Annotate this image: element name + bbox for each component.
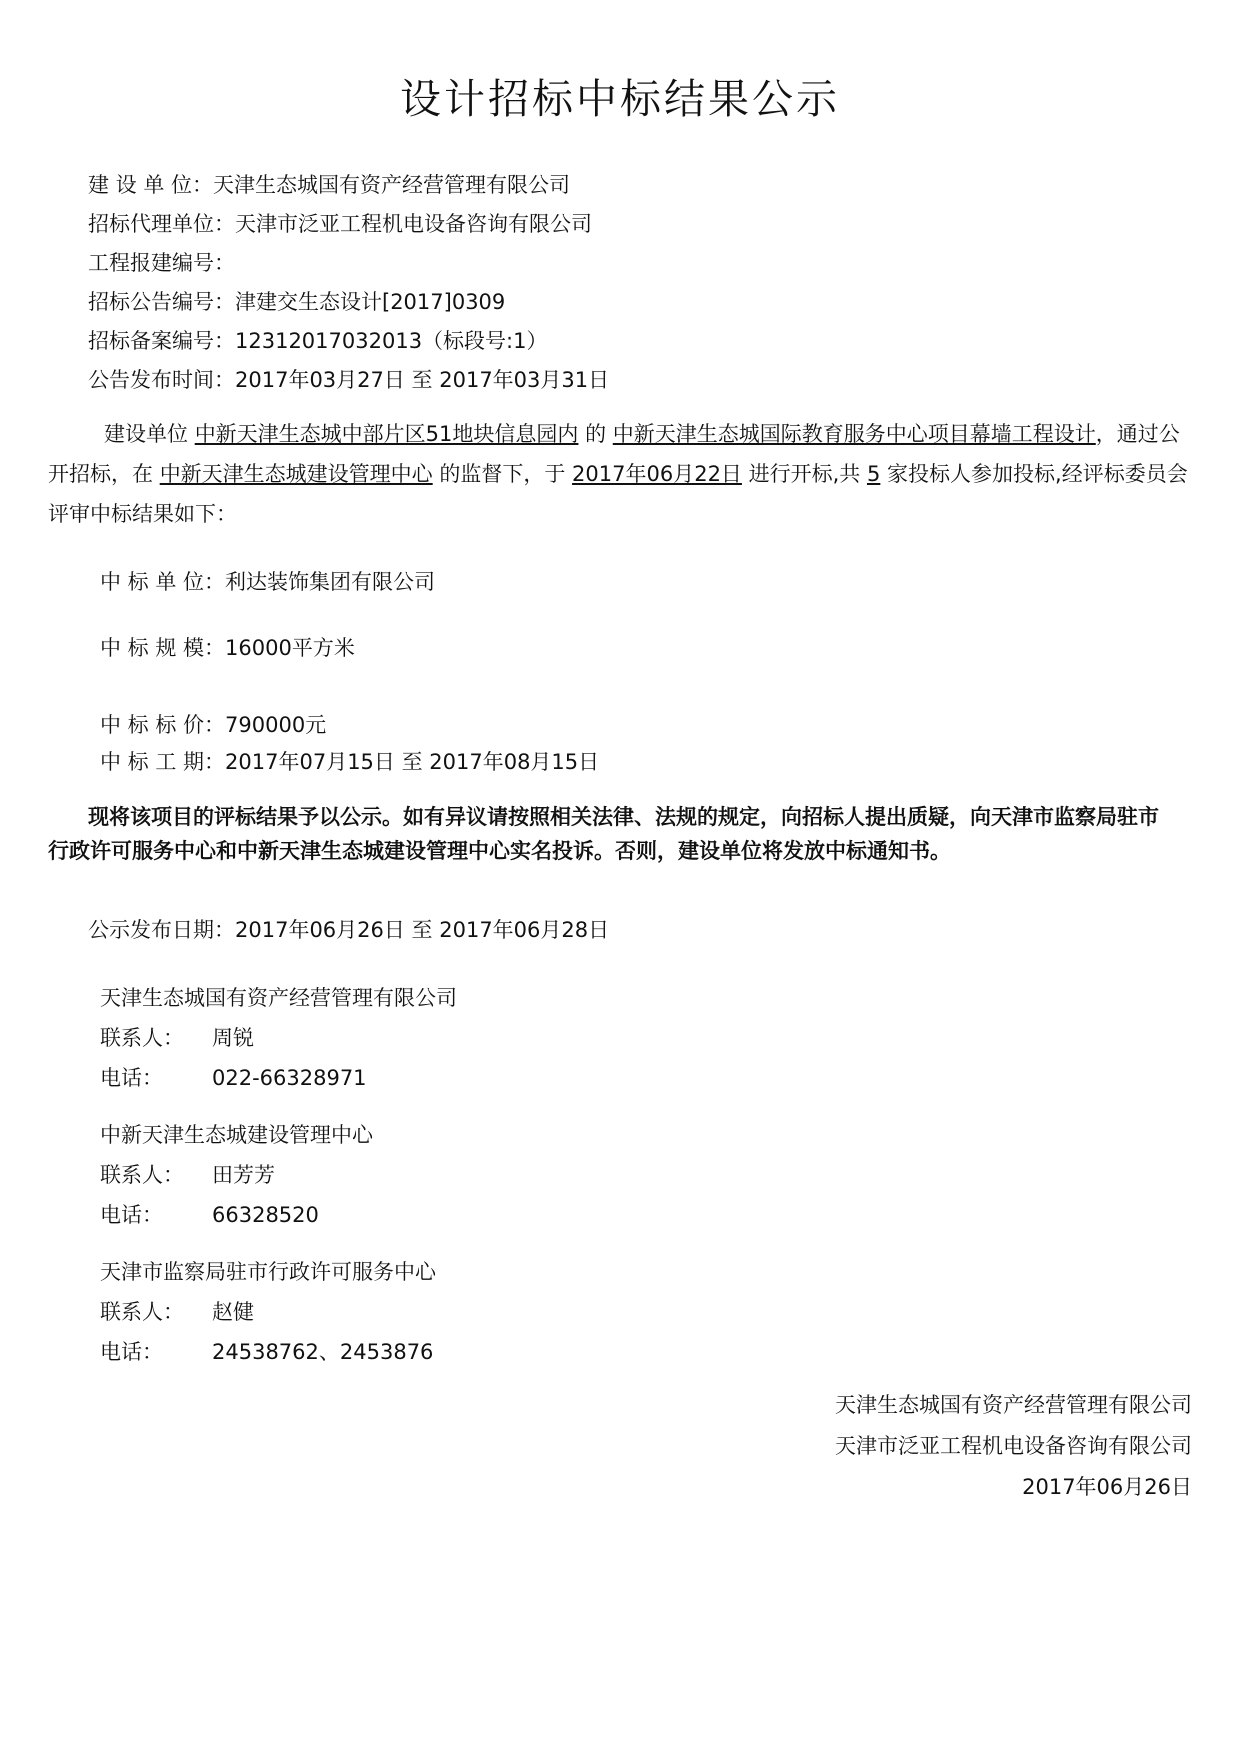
signature-date: 2017年06月26日 — [1022, 1475, 1192, 1499]
info-label: 招标代理单位： — [88, 212, 235, 236]
award-label: 中 标 工 期： — [100, 750, 226, 774]
info-row-announce-period — [88, 361, 609, 400]
info-row-agent — [88, 205, 609, 244]
contact-org: 天津生态城国有资产经营管理有限公司 — [100, 986, 457, 1010]
contact-person: 周锐 — [212, 1026, 254, 1050]
paragraph-text: 进行开标,共 — [741, 462, 867, 486]
info-label: 工程报建编号： — [88, 251, 235, 275]
project-info — [88, 166, 609, 400]
contact-phone: 24538762、2453876 — [212, 1340, 434, 1364]
contact-phone: 66328520 — [212, 1203, 319, 1227]
page-title: 设计招标中标结果公示 — [400, 75, 840, 123]
publish-period — [88, 914, 609, 944]
info-row-filing-no — [88, 322, 609, 361]
award-value: 2017年07月15日 至 2017年08月15日 — [225, 750, 600, 774]
info-value: 津建交生态设计[2017]0309 — [235, 290, 506, 314]
contact-phone-label: 电话： — [100, 1340, 163, 1364]
contact-phone-row — [100, 1195, 373, 1235]
info-value: 天津市泛亚工程机电设备咨询有限公司 — [235, 212, 592, 236]
contact-org: 天津市监察局驻市行政许可服务中心 — [100, 1260, 436, 1284]
public-notice: 现将该项目的评标结果予以公示。如有异议请按照相关法律、法规的规定，向招标人提出质疑，向天津市监察局驻市行政许可服务中心和中新天津生态城建设管理中心实名投诉。否则，建设单位将发放中标通知书。 — [48, 805, 1159, 863]
bidder-count: 5 — [866, 462, 881, 486]
award-scale — [100, 632, 355, 662]
award-value: 790000元 — [225, 713, 327, 737]
paragraph-text: 的 — [578, 422, 613, 446]
project-name: 中新天津生态城国际教育服务中心项目幕墙工程设计 — [612, 422, 1096, 446]
award-winner — [100, 566, 435, 596]
contact-person: 田芳芳 — [212, 1163, 275, 1187]
contact-phone: 022-66328971 — [212, 1066, 367, 1090]
info-value: 12312017032013（标段号:1） — [235, 329, 548, 353]
signature-org-owner: 天津生态城国有资产经营管理有限公司 — [835, 1393, 1192, 1417]
result-paragraph — [48, 414, 1200, 534]
contact-phone-row — [100, 1332, 436, 1372]
award-price — [100, 709, 326, 739]
publish-label: 公示发布日期： — [88, 918, 235, 942]
contact-person-label: 联系人： — [100, 1163, 184, 1187]
contact-person-row — [100, 1155, 373, 1195]
project-location: 中新天津生态城中部片区51地块信息园内 — [194, 422, 579, 446]
contact-person-row — [100, 1018, 457, 1058]
contact-phone-row — [100, 1058, 457, 1098]
publish-value: 2017年06月26日 至 2017年06月28日 — [235, 918, 610, 942]
info-row-owner — [88, 166, 609, 205]
paragraph-text: 的监督下，于 — [432, 462, 573, 486]
contact-phone-label: 电话： — [100, 1203, 163, 1227]
info-label: 建 设 单 位： — [88, 173, 214, 197]
info-label: 招标公告编号： — [88, 290, 235, 314]
award-value: 16000平方米 — [225, 636, 355, 660]
contact-block-owner — [100, 978, 457, 1098]
award-value: 利达装饰集团有限公司 — [225, 570, 436, 594]
opening-date: 2017年06月22日 — [572, 462, 742, 486]
award-label: 中 标 标 价： — [100, 713, 226, 737]
info-row-announcement-no — [88, 283, 609, 322]
contact-person-label: 联系人： — [100, 1300, 184, 1324]
paragraph-text: ，通过公开招标，在 — [48, 422, 1180, 486]
contact-org: 中新天津生态城建设管理中心 — [100, 1123, 373, 1147]
info-row-registration-no — [88, 244, 609, 283]
info-value: 2017年03月27日 至 2017年03月31日 — [235, 368, 610, 392]
contact-person: 赵健 — [212, 1300, 254, 1324]
info-label: 公告发布时间： — [88, 368, 235, 392]
contact-person-row — [100, 1292, 436, 1332]
contact-phone-label: 电话： — [100, 1066, 163, 1090]
info-label: 招标备案编号： — [88, 329, 235, 353]
award-label: 中 标 单 位： — [100, 570, 226, 594]
signature-block — [835, 1385, 1192, 1508]
contact-person-label: 联系人： — [100, 1026, 184, 1050]
contact-block-supervision — [100, 1252, 436, 1372]
paragraph-text: 家投标人参加投标,经评标委员会评审中标结果如下： — [48, 462, 1188, 526]
info-value: 天津生态城国有资产经营管理有限公司 — [213, 173, 571, 197]
paragraph-text: 建设单位 — [104, 422, 195, 446]
award-period — [100, 746, 599, 776]
award-label: 中 标 规 模： — [100, 636, 226, 660]
supervisor-name: 中新天津生态城建设管理中心 — [159, 462, 433, 486]
contact-block-management — [100, 1115, 373, 1235]
signature-org-agent: 天津市泛亚工程机电设备咨询有限公司 — [835, 1434, 1192, 1458]
